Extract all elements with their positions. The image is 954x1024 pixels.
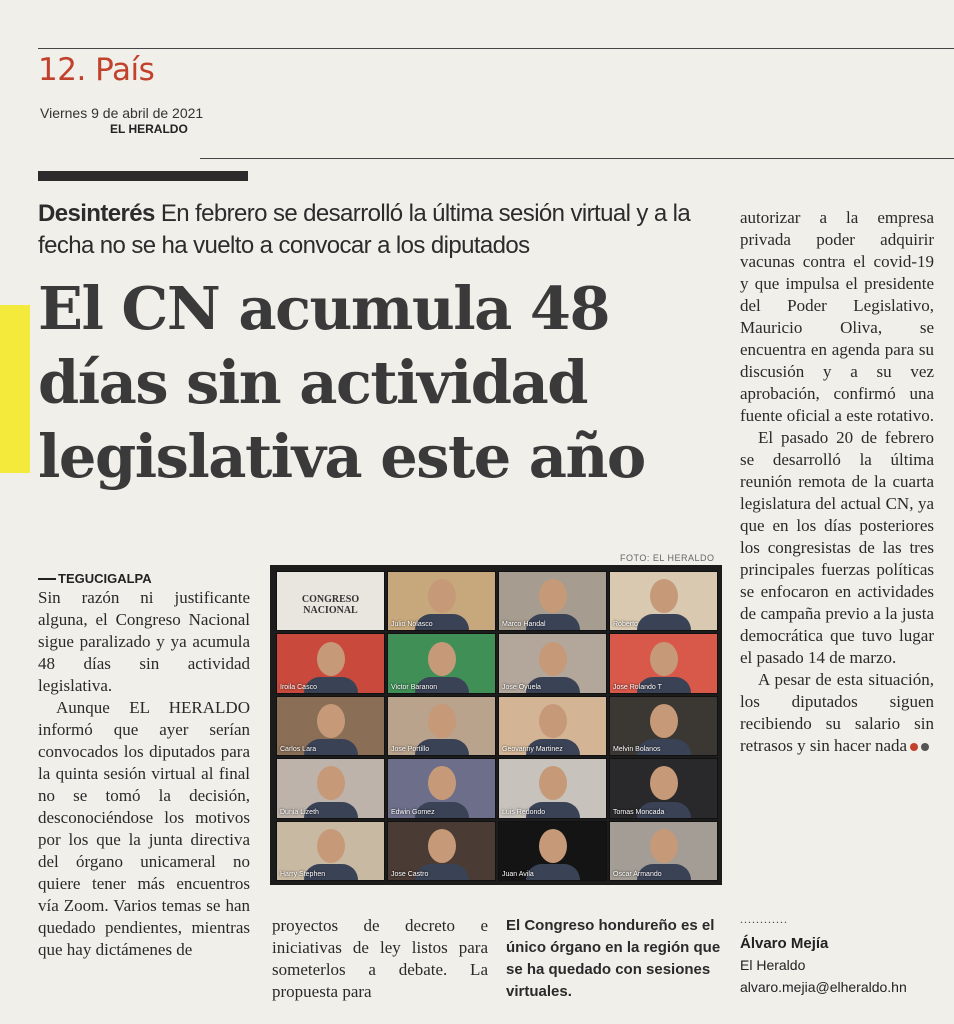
highlighter-mark	[0, 305, 30, 473]
headline	[38, 272, 738, 494]
end-dot-icon	[921, 743, 929, 751]
participant-name: Jose Rolando T	[613, 683, 662, 691]
participant-name: Harry Stephen	[280, 870, 326, 878]
article-column-3	[740, 207, 934, 757]
article-paragraph: El pasado 20 de febrero se desarrolló la última reunión remota de la cuarta legislatura del actual CN, ya que en los días posteriores los congresistas de las tres principales fuerzas políticas se enfocaron en actividades de campaña previo a la justa democrática que tuvo lugar el pasado 14 de marzo.	[740, 428, 934, 667]
participant-icon	[650, 642, 678, 676]
participant-icon	[539, 642, 567, 676]
article-paragraph: Sin razón ni justificante alguna, el Congreso Nacional sigue paralizado y ya acumula 48 días sin actividad legislativa.	[38, 588, 250, 695]
participant-name: Julio Nolasco	[391, 621, 433, 629]
video-tile	[609, 571, 718, 631]
participant-name: Marco Handal	[502, 621, 546, 629]
participant-icon	[317, 704, 345, 738]
participant-name: Jose Castro	[391, 870, 429, 878]
video-tile	[609, 633, 718, 693]
participant-name: Dunia Lizeth	[280, 808, 319, 816]
video-tile	[387, 571, 496, 631]
author-name: Álvaro Mejía	[740, 935, 829, 952]
article-paragraph: proyectos de decreto e iniciativas de ley listos para someterlos a debate. La propuesta para	[272, 916, 488, 1001]
participant-name: Jose Oyuela	[502, 683, 541, 691]
participant-icon	[428, 704, 456, 738]
participant-name: Geovanny Martinez	[502, 746, 563, 754]
video-tile	[387, 696, 496, 756]
participant-name: Carlos Lara	[280, 746, 317, 754]
congreso-logo: CONGRESO NACIONAL	[301, 594, 360, 616]
article-dateline	[38, 567, 250, 587]
end-dot-icon	[910, 743, 918, 751]
video-tile	[387, 758, 496, 818]
video-tile	[498, 758, 607, 818]
video-tile	[609, 821, 718, 881]
participant-name: Jose Portillo	[391, 746, 430, 754]
newspaper-name: EL HERALDO	[110, 122, 188, 136]
author-email[interactable]: alvaro.mejia@elheraldo.hn	[740, 979, 907, 995]
issue-date: Viernes 9 de abril de 2021	[40, 105, 204, 121]
section-title: 12. País	[38, 52, 155, 88]
author-paper: El Heraldo	[740, 957, 806, 973]
participant-icon	[539, 704, 567, 738]
participant-icon	[317, 829, 345, 863]
headline-line: legislativa este año	[38, 422, 645, 491]
photo-caption: El Congreso hondureño es el único órgano en la región que se ha quedado con sesiones virtuales.	[506, 917, 721, 1000]
kicker	[38, 198, 738, 262]
participant-name: Melvin Bolanos	[613, 746, 661, 754]
closing-text: A pesar de esta situación, los diputados siguen recibiendo su salario sin retrasos y sin hacer nada	[740, 670, 934, 755]
video-tile	[498, 821, 607, 881]
participant-icon	[428, 579, 456, 613]
participant-name: Iroila Casco	[280, 683, 317, 691]
video-tile	[498, 571, 607, 631]
photo-credit: FOTO: EL HERALDO	[620, 553, 715, 563]
headline-line: El CN acumula 48	[38, 274, 610, 343]
video-tile	[387, 633, 496, 693]
video-tile	[609, 758, 718, 818]
dateline-city: TEGUCIGALPA	[58, 571, 152, 586]
participant-name: Tomas Moncada	[613, 808, 665, 816]
participant-name: Roberto	[613, 621, 638, 629]
participant-icon	[317, 766, 345, 800]
video-tile	[276, 633, 385, 693]
participant-icon	[317, 642, 345, 676]
kicker-text: En febrero se desarrolló la última sesión virtual y a la fecha no se ha vuelto a convocar a los diputados	[38, 200, 691, 259]
byline-separator: ............	[740, 912, 788, 926]
video-tile	[276, 571, 385, 631]
zoom-session-photo	[270, 565, 722, 885]
participant-icon	[650, 704, 678, 738]
participant-shoulders-icon	[637, 614, 691, 630]
kicker-label: Desinterés	[38, 200, 155, 227]
video-tile	[276, 821, 385, 881]
headline-line: días sin actividad	[38, 348, 587, 417]
participant-icon	[650, 766, 678, 800]
article-column-1	[38, 571, 250, 961]
participant-icon	[539, 829, 567, 863]
video-tile	[498, 633, 607, 693]
kicker-bar	[38, 171, 248, 181]
participant-icon	[650, 829, 678, 863]
video-tile	[387, 821, 496, 881]
article-paragraph	[740, 669, 934, 757]
participant-icon	[650, 579, 678, 613]
article-paragraph: Aunque EL HERALDO informó que ayer serían convocados los diputados para la quinta sesión virtual al final no se tomó la decisión, desconociéndose los motivos por los que la junta directiva del órgano unicameral no quiere tener más encuentros vía Zoom. Varios temas se han quedado pendientes, mientras que hay dictámenes de	[38, 698, 250, 959]
video-tile	[276, 696, 385, 756]
participant-icon	[539, 579, 567, 613]
participant-icon	[539, 766, 567, 800]
article-paragraph: autorizar a la empresa privada poder adquirir vacunas contra el covid-19 y que impulsa el presidente del Poder Legislativo, Mauricio Oliva, se encuentra en agenda para su discusión y a su vez aprobación, confirmó una fuente oficial a este rotativo.	[740, 208, 934, 425]
participant-name: Juan Avila	[502, 870, 534, 878]
participant-icon	[428, 829, 456, 863]
video-tile	[609, 696, 718, 756]
video-tile	[276, 758, 385, 818]
participant-name: Victor Baranon	[391, 683, 438, 691]
video-tile	[498, 696, 607, 756]
article-column-2	[272, 915, 488, 1003]
participant-name: Luis Redondo	[502, 808, 546, 816]
participant-name: Edwin Gomez	[391, 808, 435, 816]
participant-icon	[428, 642, 456, 676]
top-rule	[38, 48, 954, 49]
header-rule	[200, 158, 954, 159]
participant-name: Oscar Armando	[613, 870, 662, 878]
participant-icon	[428, 766, 456, 800]
